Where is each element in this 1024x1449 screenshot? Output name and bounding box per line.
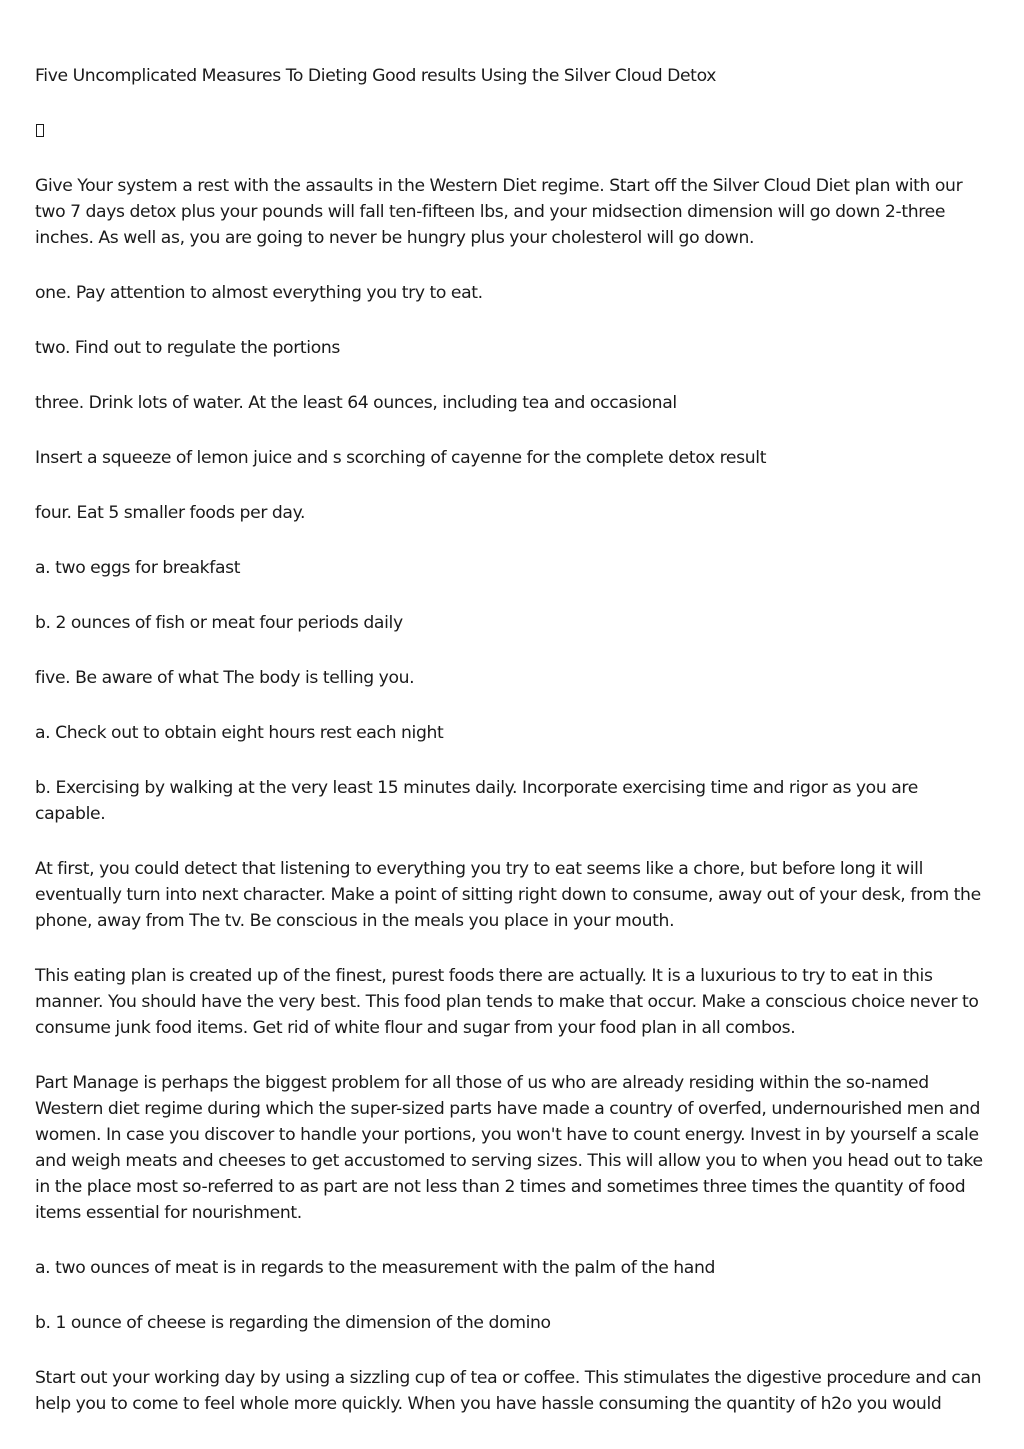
list-item: five. Be aware of what The body is telling you. — [35, 668, 415, 688]
sub-list-item: a. Check out to obtain eight hours rest each night — [35, 723, 444, 743]
sub-list-item: b. Exercising by walking at the very least 15 minutes daily. Incorporate exercising time and rigor as you are capable. — [35, 778, 918, 824]
list-item: two. Find out to regulate the portions — [35, 338, 341, 358]
paragraph: Start out your working day by using a sizzling cup of tea or coffee. This stimulates the digestive procedure and can help you to come to feel whole more quickly. When you have hassle consuming the quantity of h2o you would — [35, 1368, 982, 1414]
sub-list-item: b. 2 ounces of fish or meat four periods daily — [35, 613, 403, 633]
list-item: one. Pay attention to almost everything you try to eat. — [35, 283, 483, 303]
missing-glyph-box — [35, 118, 990, 144]
sub-list-item: b. 1 ounce of cheese is regarding the dimension of the domino — [35, 1313, 551, 1333]
paragraph: At first, you could detect that listening to everything you try to eat seems like a chore, but before long it will eventually turn into next character. Make a point of sitting right down to consume, away out of your desk, from the phone, away from The tv. Be conscious in the meals you place in your mouth. — [35, 859, 981, 931]
document-title: Five Uncomplicated Measures To Dieting Good results Using the Silver Cloud Detox — [35, 66, 717, 86]
paragraph: This eating plan is created up of the finest, purest foods there are actually. It is a luxurious to try to eat in this manner. You should have the very best. This food plan tends to make that occur. Make a conscious choice never to consume junk food items. Get rid of white flour and sugar from your food plan in all combos. — [35, 966, 979, 1038]
missing-glyph-icon — [36, 124, 44, 137]
sub-list-item: a. two ounces of meat is in regards to the measurement with the palm of the hand — [35, 1258, 716, 1278]
list-item: three. Drink lots of water. At the least 64 ounces, including tea and occasional — [35, 393, 677, 413]
paragraph: Part Manage is perhaps the biggest problem for all those of us who are already residing within the so-named Western diet regime during which the super-sized parts have made a country of overfed, undernourished men and women. In case you discover to handle your portions, you won't have to count energy. Invest in by yourself a scale and weigh meats and cheeses to get accustomed to serving sizes. This will allow you to when you head out to take in the place most so-referred to as part are not less than 2 times and sometimes three times the quantity of food items essential for nourishment. — [35, 1073, 983, 1223]
document-page — [35, 63, 990, 1446]
paragraph: Give Your system a rest with the assaults in the Western Diet regime. Start off the Silver Cloud Diet plan with our two 7 days detox plus your pounds will fall ten-fifteen lbs, and your midsection dimension will go down 2-three inches. As well as, you are going to never be hungry plus your cholesterol will go down. — [35, 176, 963, 248]
sub-list-item: a. two eggs for breakfast — [35, 558, 241, 578]
list-item: four. Eat 5 smaller foods per day. — [35, 503, 306, 523]
paragraph: Insert a squeeze of lemon juice and s scorching of cayenne for the complete detox result — [35, 448, 767, 468]
